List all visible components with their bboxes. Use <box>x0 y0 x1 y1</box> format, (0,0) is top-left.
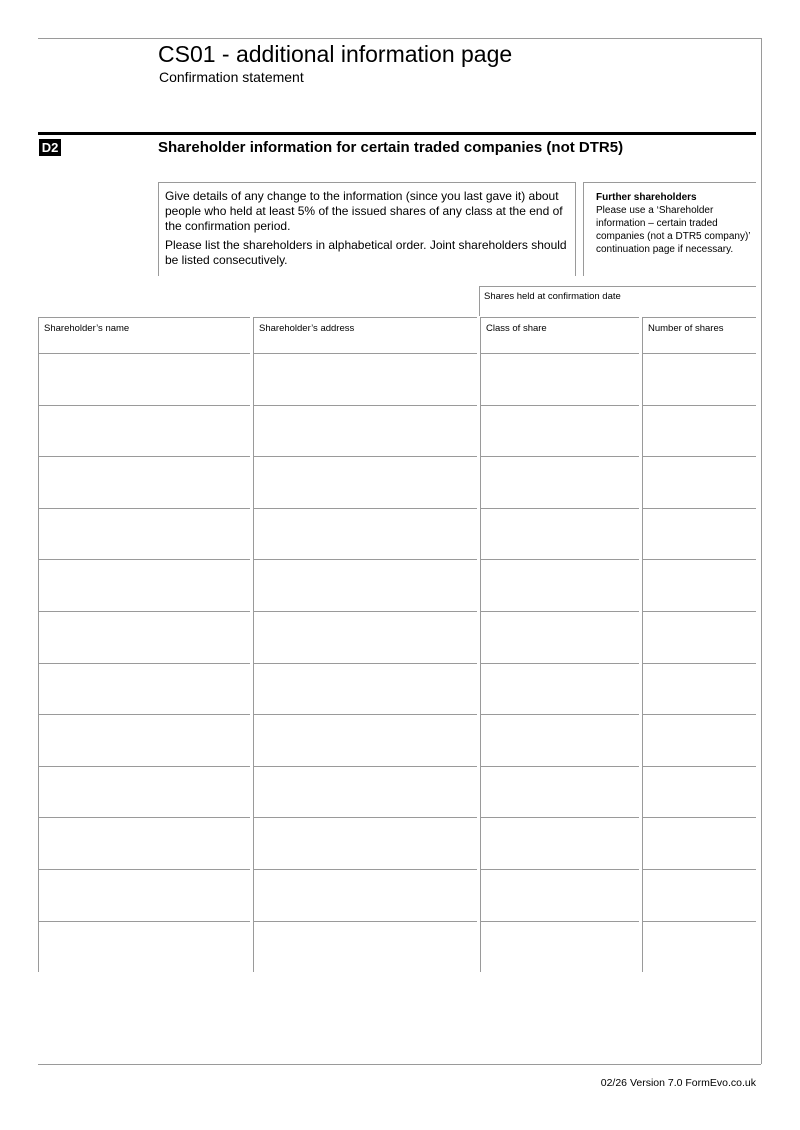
name-field[interactable] <box>38 559 250 611</box>
class-of-share-field[interactable] <box>480 663 639 715</box>
number-of-shares-field[interactable] <box>642 869 756 921</box>
address-field[interactable] <box>253 817 477 869</box>
class-of-share-field[interactable] <box>480 766 639 818</box>
table-row <box>38 766 756 818</box>
number-of-shares-field[interactable] <box>642 921 756 973</box>
footer-version: 02/26 Version 7.0 FormEvo.co.uk <box>600 1077 756 1089</box>
table-row <box>38 353 756 405</box>
address-field[interactable] <box>253 663 477 715</box>
guidance-paragraph-1: Give details of any change to the information (since you last gave it) about people who held at least 5% of the issued shares of any class at the end of the confirmation period. <box>165 189 563 233</box>
number-of-shares-field[interactable] <box>642 353 756 405</box>
guidance-box <box>158 182 576 276</box>
name-field[interactable] <box>38 714 250 766</box>
address-field[interactable] <box>253 611 477 663</box>
class-of-share-field[interactable] <box>480 869 639 921</box>
guidance-paragraph-2: Please list the shareholders in alphabetical order. Joint shareholders should be listed consecutively. <box>165 238 567 267</box>
number-of-shares-field[interactable] <box>642 766 756 818</box>
address-field[interactable] <box>253 559 477 611</box>
class-of-share-field[interactable] <box>480 921 639 973</box>
address-field[interactable] <box>253 921 477 973</box>
address-field[interactable] <box>253 405 477 457</box>
table-row <box>38 817 756 869</box>
table-row <box>38 456 756 508</box>
address-field[interactable] <box>253 869 477 921</box>
number-of-shares-field[interactable] <box>642 663 756 715</box>
table-row <box>38 405 756 457</box>
number-of-shares-field[interactable] <box>642 456 756 508</box>
shares-group-header: Shares held at confirmation date <box>479 286 756 316</box>
frame-bottom-border <box>38 1064 761 1065</box>
name-field[interactable] <box>38 405 250 457</box>
frame-top-border <box>38 38 761 39</box>
section-title: Shareholder information for certain traded companies (not DTR5) <box>158 139 624 156</box>
class-of-share-field[interactable] <box>480 508 639 560</box>
note-title: Further shareholders <box>596 192 697 203</box>
section-badge: D2 <box>39 139 61 156</box>
number-of-shares-field[interactable] <box>642 559 756 611</box>
shareholder-table <box>38 317 756 972</box>
name-field[interactable] <box>38 611 250 663</box>
name-field[interactable] <box>38 456 250 508</box>
name-field[interactable] <box>38 921 250 973</box>
column-header-class: Class of share <box>480 317 639 353</box>
column-header-address: Shareholder’s address <box>253 317 477 353</box>
table-row <box>38 869 756 921</box>
class-of-share-field[interactable] <box>480 456 639 508</box>
section-divider <box>38 132 756 135</box>
address-field[interactable] <box>253 508 477 560</box>
table-row <box>38 559 756 611</box>
column-header-name: Shareholder’s name <box>38 317 250 353</box>
number-of-shares-field[interactable] <box>642 817 756 869</box>
class-of-share-field[interactable] <box>480 405 639 457</box>
class-of-share-field[interactable] <box>480 611 639 663</box>
name-field[interactable] <box>38 869 250 921</box>
name-field[interactable] <box>38 353 250 405</box>
name-field[interactable] <box>38 766 250 818</box>
table-header-row <box>38 317 756 353</box>
name-field[interactable] <box>38 508 250 560</box>
number-of-shares-field[interactable] <box>642 405 756 457</box>
table-body <box>38 353 756 972</box>
address-field[interactable] <box>253 353 477 405</box>
table-row <box>38 663 756 715</box>
class-of-share-field[interactable] <box>480 714 639 766</box>
number-of-shares-field[interactable] <box>642 508 756 560</box>
address-field[interactable] <box>253 456 477 508</box>
further-shareholders-note <box>583 182 756 276</box>
frame-right-border <box>761 38 762 1064</box>
address-field[interactable] <box>253 714 477 766</box>
class-of-share-field[interactable] <box>480 817 639 869</box>
table-row <box>38 714 756 766</box>
number-of-shares-field[interactable] <box>642 714 756 766</box>
table-row <box>38 921 756 973</box>
name-field[interactable] <box>38 817 250 869</box>
page-title: CS01 - additional information page <box>158 41 513 67</box>
page-subtitle: Confirmation statement <box>159 69 304 85</box>
table-row <box>38 508 756 560</box>
note-text: Please use a ‘Shareholder information – certain traded companies (not a DTR5 company)’ continuation page if necessary. <box>596 205 751 255</box>
address-field[interactable] <box>253 766 477 818</box>
class-of-share-field[interactable] <box>480 353 639 405</box>
column-header-number: Number of shares <box>642 317 756 353</box>
name-field[interactable] <box>38 663 250 715</box>
class-of-share-field[interactable] <box>480 559 639 611</box>
number-of-shares-field[interactable] <box>642 611 756 663</box>
table-row <box>38 611 756 663</box>
